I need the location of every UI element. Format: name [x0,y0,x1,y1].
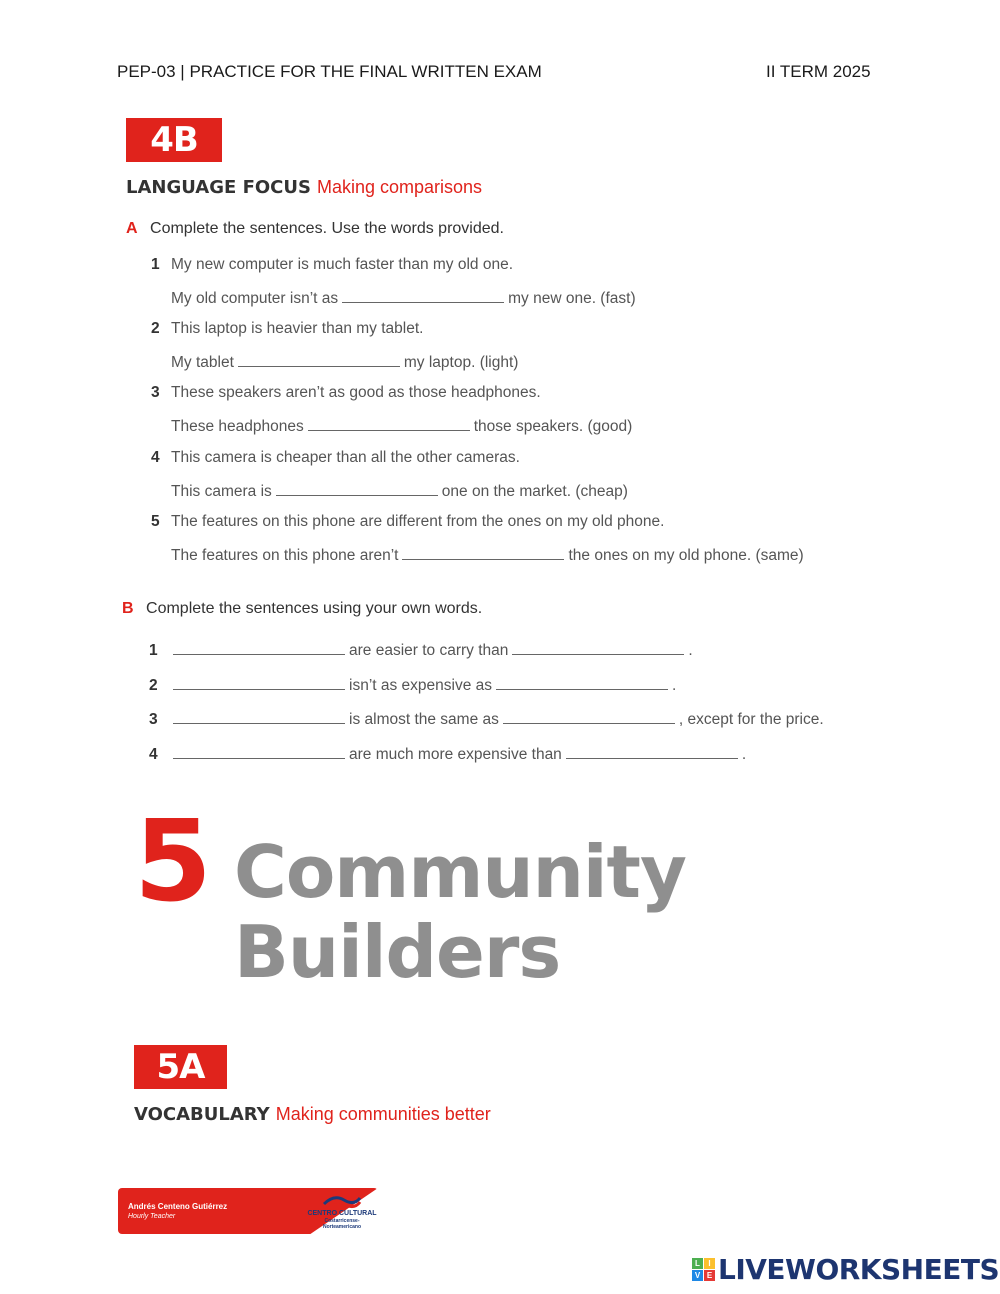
unit-title-line2: Builders [234,910,561,994]
teacher-role: Hourly Teacher [128,1213,176,1220]
item-number: 4 [151,449,160,466]
watermark-text: LIVEWORKSHEETS [718,1253,1000,1286]
liveworksheets-logo-icon [692,1258,715,1281]
lesson-badge-4b: 4B [126,118,222,162]
answer-blank[interactable] [496,675,668,690]
item-number: 3 [149,711,158,728]
document-header-term: II TERM 2025 [766,62,871,81]
answer-end: , except for the price. [678,711,824,728]
focus-subtitle: Making communities better [275,1104,491,1124]
answer-blank[interactable] [173,640,345,655]
section-b-instruction [122,600,482,618]
flag-wave-icon [322,1194,362,1210]
answer-prefix: This camera is [171,483,272,500]
section-instruction-text: Complete the sentences. Use the words provided. [150,220,504,237]
answer-blank[interactable] [276,481,438,496]
exercise-b3-line [149,709,824,729]
focus-title: VOCABULARY [134,1104,270,1125]
answer-middle: is almost the same as [349,711,499,728]
answer-blank[interactable] [503,709,675,724]
exercise-b4-line [149,744,746,764]
language-focus-heading [126,177,482,198]
exercise-a2-answer-line [171,352,518,372]
exercise-b2-line [149,675,676,695]
exercise-a1-prompt [151,256,513,274]
document-header-title: PEP-03 | PRACTICE FOR THE FINAL WRITTEN EXAM [117,62,542,81]
section-letter: B [122,600,134,617]
answer-blank[interactable] [173,744,345,759]
answer-blank[interactable] [173,675,345,690]
unit-number: 5 [134,797,212,927]
exercise-a5-answer-line [171,545,804,565]
answer-prefix: My old computer isn’t as [171,290,339,307]
item-number: 2 [149,677,158,694]
lesson-badge-5a: 5A [134,1045,227,1089]
answer-blank[interactable] [173,709,345,724]
answer-middle: are easier to carry than [349,642,509,659]
item-sentence: This laptop is heavier than my tablet. [171,320,424,337]
answer-blank[interactable] [512,640,684,655]
item-number: 1 [151,256,160,273]
answer-blank[interactable] [566,744,738,759]
exercise-a1-answer-line [171,288,636,308]
section-letter: A [126,220,138,237]
section-instruction-text: Complete the sentences using your own words. [146,600,483,617]
exercise-a4-prompt [151,449,520,467]
answer-blank[interactable] [402,545,564,560]
liveworksheets-watermark [692,1253,999,1286]
vocabulary-heading [134,1104,491,1125]
focus-subtitle: Making comparisons [316,177,483,197]
item-number: 2 [151,320,160,337]
answer-suffix: one on the market. (cheap) [441,483,628,500]
answer-suffix: my new one. (fast) [508,290,636,307]
focus-title: LANGUAGE FOCUS [126,177,311,198]
answer-suffix: the ones on my old phone. (same) [568,547,804,564]
answer-prefix: The features on this phone aren’t [171,547,399,564]
answer-end: . [741,746,747,763]
answer-blank[interactable] [238,352,400,367]
item-sentence: This camera is cheaper than all the other cameras. [171,449,520,466]
answer-suffix: my laptop. (light) [403,354,519,371]
answer-middle: isn’t as expensive as [349,677,493,694]
answer-middle: are much more expensive than [349,746,562,763]
answer-suffix: those speakers. (good) [473,418,633,435]
logo-tile: V [692,1270,703,1281]
answer-end: . [688,642,693,659]
item-number: 1 [149,642,158,659]
answer-end: . [672,677,677,694]
item-sentence: The features on this phone are different from the ones on my old phone. [171,513,665,530]
org-subtitle: Costarricense-Norteamericano [322,1218,362,1230]
item-number: 4 [149,746,158,763]
logo-tile: L [692,1258,703,1269]
unit-title-line1: Community [234,830,686,914]
centro-cultural-logo [306,1194,378,1230]
teacher-name: Andrés Centeno Gutiérrez [128,1202,228,1211]
exercise-a5-prompt [151,513,664,531]
item-sentence: These speakers aren’t as good as those headphones. [171,384,541,401]
logo-tile: E [704,1270,715,1281]
answer-blank[interactable] [342,288,504,303]
section-a-instruction [126,220,504,238]
exercise-a4-answer-line [171,481,628,501]
item-number: 3 [151,384,160,401]
logo-tile: I [704,1258,715,1269]
exercise-a3-prompt [151,384,541,402]
exercise-a3-answer-line [171,416,632,436]
exercise-b1-line [149,640,693,660]
org-name: CENTRO CULTURAL [307,1210,377,1217]
exercise-a2-prompt [151,320,423,338]
item-sentence: My new computer is much faster than my old one. [171,256,514,273]
answer-prefix: These headphones [171,418,304,435]
item-number: 5 [151,513,160,530]
answer-blank[interactable] [308,416,470,431]
answer-prefix: My tablet [171,354,234,371]
